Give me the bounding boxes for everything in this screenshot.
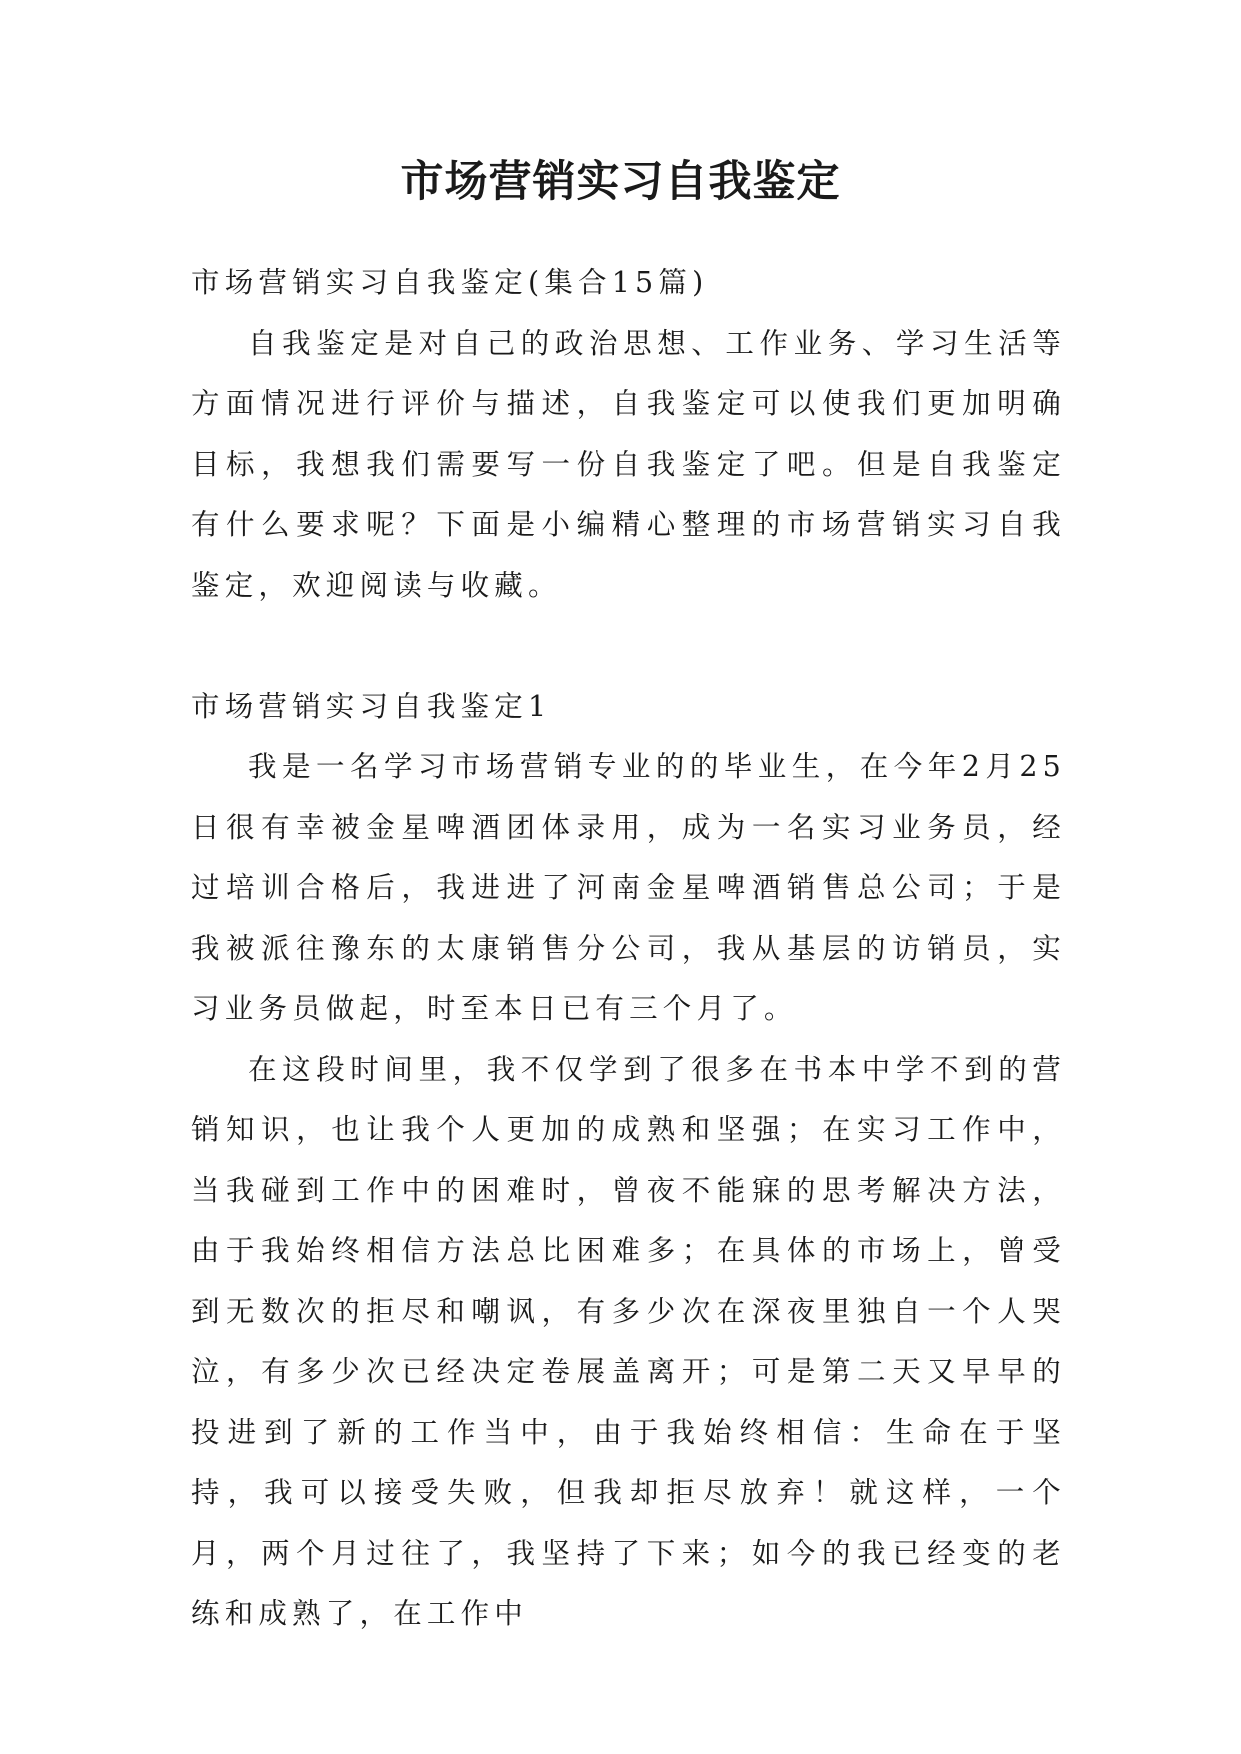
collection-heading: 市场营销实习自我鉴定(集合15篇)	[191, 266, 709, 299]
document-body	[191, 253, 1066, 1645]
body-paragraph: 我是一名学习市场营销专业的的毕业生，在今年2月25日很有幸被金星啤酒团体录用，成为一名实习业务员，经过培训合格后，我进进了河南金星啤酒销售总公司；于是我被派往豫东的太康销售分公司，我从基层的访销员，实习业务员做起，时至本日已有三个月了。	[191, 750, 1066, 1025]
intro-paragraph: 自我鉴定是对自己的政治思想、工作业务、学习生活等方面情况进行评价与描述，自我鉴定可以使我们更加明确目标，我想我们需要写一份自我鉴定了吧。但是自我鉴定有什么要求呢？下面是小编精心整理的市场营销实习自我鉴定，欢迎阅读与收藏。	[191, 326, 1066, 602]
document-title: 市场营销实习自我鉴定	[400, 157, 841, 207]
body-paragraph: 在这段时间里，我不仅学到了很多在书本中学不到的营销知识，也让我个人更加的成熟和坚强；在实习工作中，当我碰到工作中的困难时，曾夜不能寐的思考解决方法，由于我始终相信方法总比困难多；在具体的市场上，曾受到无数次的拒尽和嘲讽，有多少次在深夜里独自一个人哭泣，有多少次已经决定卷展盖离开；可是第二天又早早的投进到了新的工作当中，由于我始终相信：生命在于坚持，我可以接受失败，但我却拒尽放弃！就这样，一个月，两个月过往了，我坚持了下来；如今的我已经变的老练和成熟了，在工作中	[191, 1052, 1066, 1630]
section-heading: 市场营销实习自我鉴定1	[191, 689, 552, 723]
section-spacer	[191, 616, 1066, 677]
